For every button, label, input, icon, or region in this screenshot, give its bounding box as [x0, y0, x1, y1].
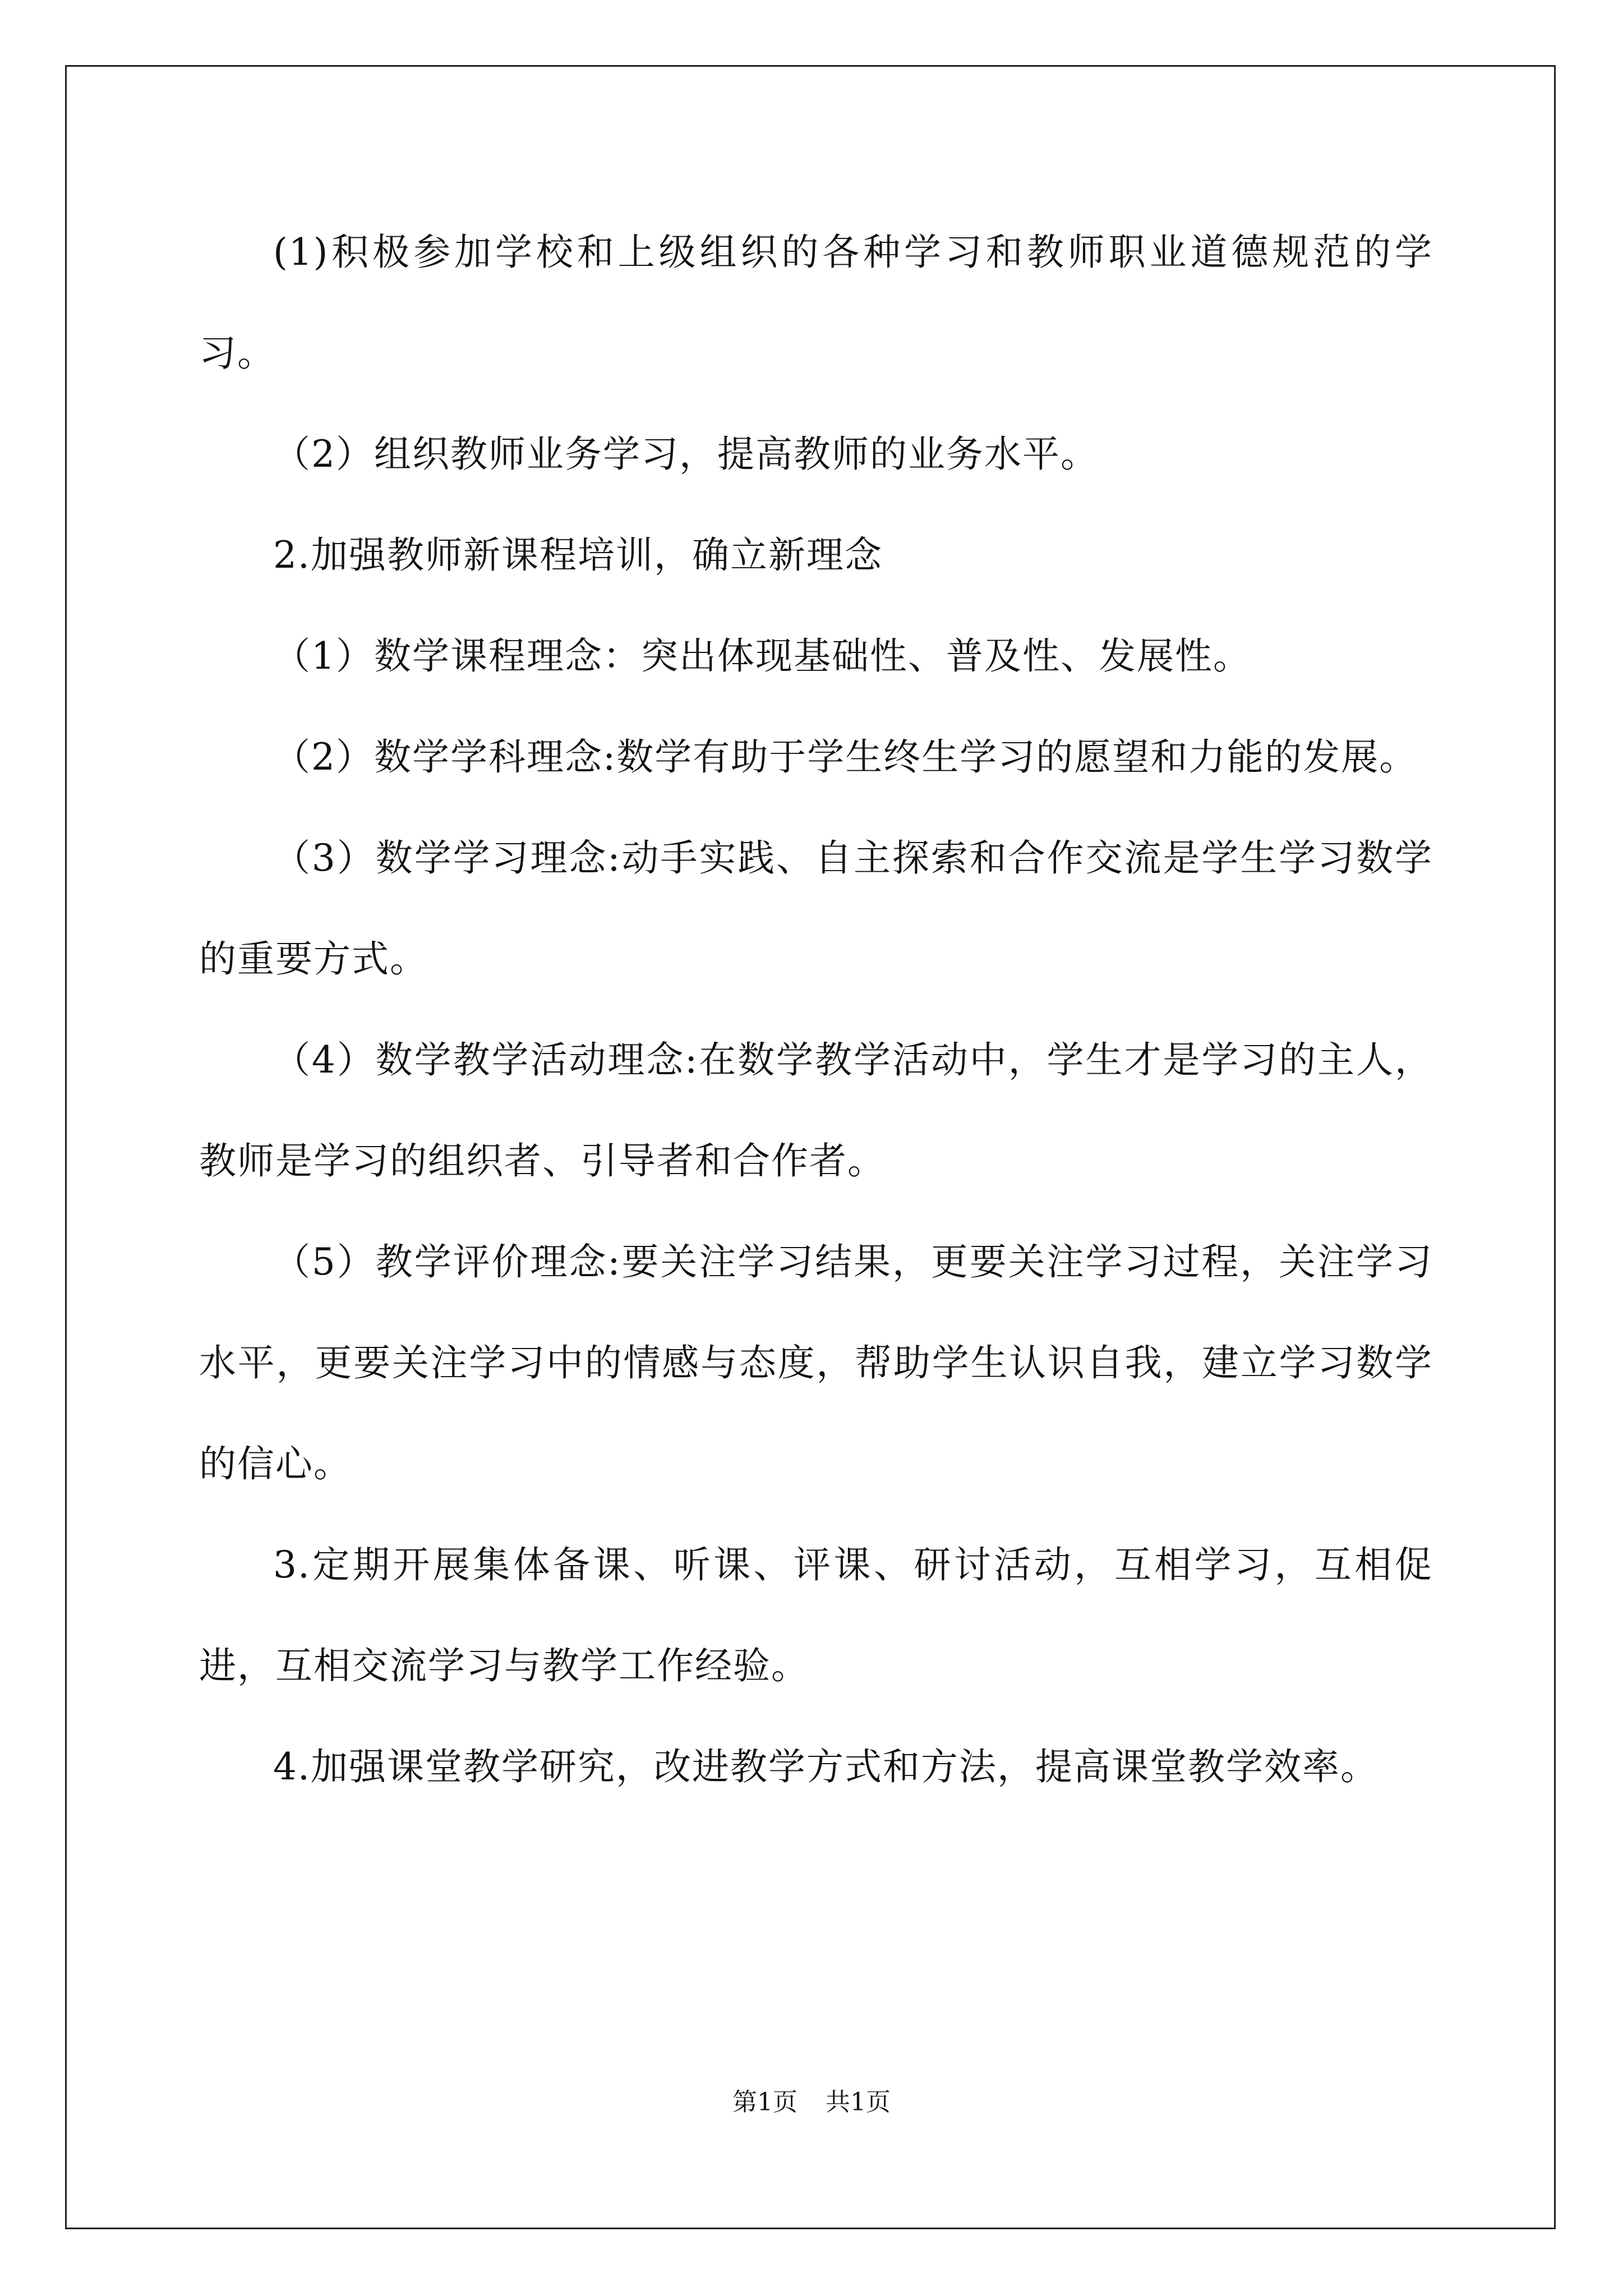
- page-number-total: 共1页: [826, 2088, 891, 2116]
- document-body: [199, 202, 1433, 1818]
- paragraph-10: 4.加强课堂教学研究，改进教学方式和方法，提高课堂教学效率。: [273, 1745, 1378, 1788]
- paragraph-3: 2.加强教师新课程培训，确立新理念: [273, 533, 883, 577]
- paragraph-4: （1）数学课程理念：突出体现基础性、普及性、发展性。: [273, 634, 1251, 678]
- paragraph-6: （3）数学学习理念:动手实践、自主探索和合作交流是学生学习数学的重要方式。: [199, 836, 1433, 981]
- paragraph-5: （2）数学学科理念:数学有助于学生终生学习的愿望和力能的发展。: [273, 735, 1418, 779]
- paragraph-8: （5）教学评价理念:要关注学习结果，更要关注学习过程，关注学习水平，更要关注学习中的情感与态度，帮助学生认识自我，建立学习数学的信心。: [199, 1240, 1433, 1485]
- paragraph-9: 3.定期开展集体备课、听课、评课、研讨活动，互相学习，互相促进，互相交流学习与教学工作经验。: [199, 1543, 1433, 1687]
- paragraph-1: (1)积极参加学校和上级组织的各种学习和教师职业道德规范的学习。: [199, 231, 1433, 375]
- paragraph-7: （4）数学教学活动理念:在数学教学活动中，学生才是学习的主人，教师是学习的组织者、引导者和合作者。: [199, 1038, 1433, 1182]
- page-number-current: 第1页: [732, 2088, 797, 2116]
- page-footer: [0, 2086, 1623, 2119]
- paragraph-2: （2）组织教师业务学习，提高教师的业务水平。: [273, 432, 1099, 476]
